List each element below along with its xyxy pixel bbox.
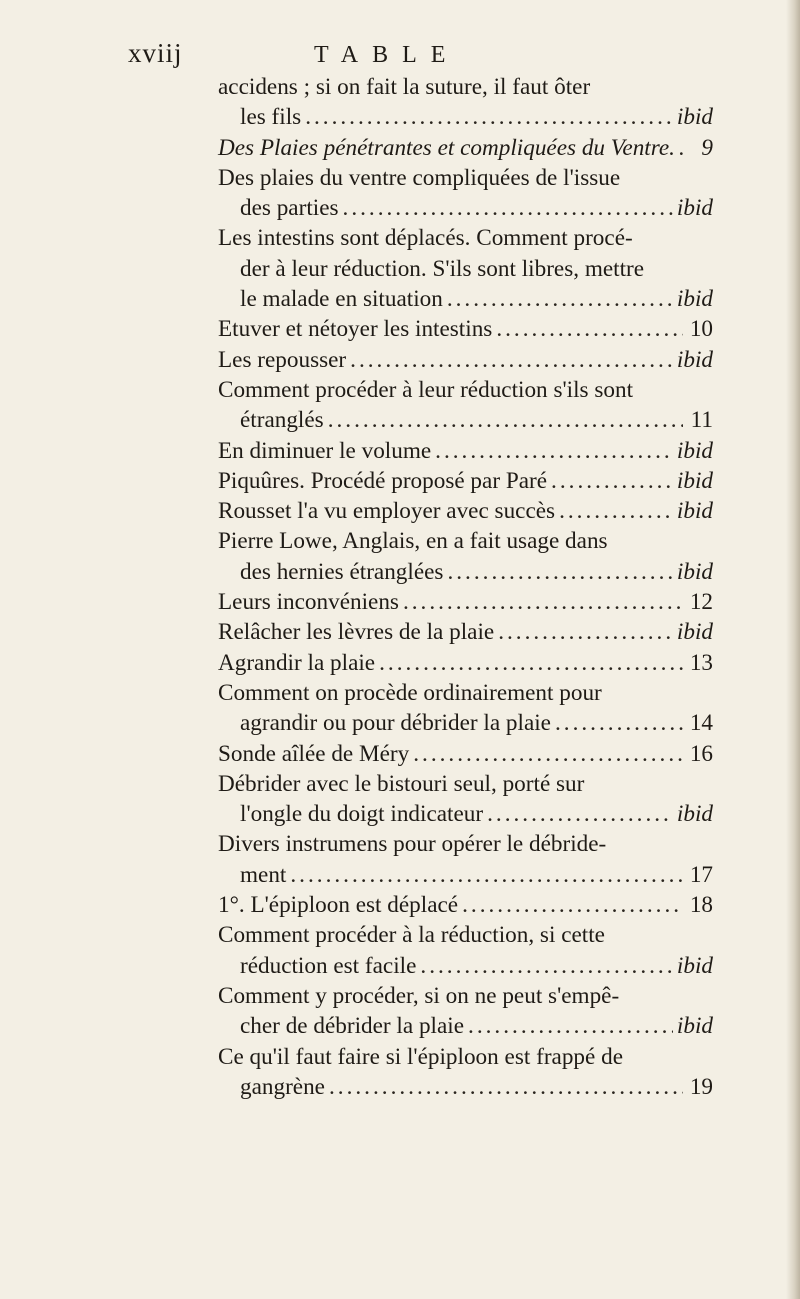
toc-page-ref: ibid [676,346,713,373]
toc-entry-text: Pierre Lowe, Anglais, en a fait usage dans [218,528,608,555]
toc-entry-line [218,648,713,678]
toc-entry-line [218,254,713,284]
toc-entry-line [218,193,713,223]
running-head: TABLE [314,42,460,68]
toc-entry-line [218,769,713,799]
toc-entry-text: agrandir ou pour débrider la plaie [240,710,551,737]
toc-entry-text: cher de débrider la plaie [240,1013,465,1040]
leader-dots [559,496,673,526]
toc-page-ref: ibid [676,952,713,979]
page-edge-shadow [786,0,800,1299]
toc-entry-line [218,405,713,435]
toc-entry-text: Des plaies du ventre compliquées de l'issue [218,164,621,191]
toc-entry-line [218,587,713,617]
toc-entry-text: des hernies étranglées [240,558,444,585]
toc-entry-text: gangrène [240,1073,325,1100]
toc-entry-line [218,1072,713,1102]
toc-entry-line [218,284,713,314]
toc-entry-text: des parties [240,195,339,222]
toc-entry-text: Leurs inconvéniens [218,589,399,616]
page-header [128,34,688,74]
toc-section-heading [218,133,713,163]
leader-dots [350,345,673,375]
toc-entry-line [218,163,713,193]
toc-page-ref: 13 [689,649,713,676]
toc-entry-text: Ce qu'il faut faire si l'épiploon est frappé de [218,1043,623,1070]
toc-entry-line [218,951,713,981]
leader-dots [468,1011,673,1041]
toc-entry-line [218,617,713,647]
toc-page-ref: ibid [676,286,713,313]
toc-entry-text: der à leur réduction. S'ils sont libres, mettre [240,255,645,282]
leader-dots [447,557,672,587]
toc-entry-text: l'ongle du doigt indicateur [240,801,484,828]
toc-entry-text: Des Plaies pénétrantes et compliquées du Ventre. [218,134,675,161]
toc-page-ref: 16 [689,740,713,767]
toc-entry-text: Piquûres. Procédé proposé par Paré [218,467,548,494]
toc-page-ref: 17 [689,861,713,888]
toc-entry-line [218,102,713,132]
toc-entry-text: Etuver et nétoyer les intestins [218,316,493,343]
toc-entry-line [218,314,713,344]
toc-page-ref: ibid [676,195,713,222]
leader-dots [496,314,683,344]
toc-entry-line [218,466,713,496]
toc-entry-line [218,829,713,859]
toc-entry-line [218,708,713,738]
toc-entry-line [218,375,713,405]
leader-dots [290,860,683,890]
toc-entry-line [218,981,713,1011]
toc-entry-text: ment [240,861,287,888]
toc-entry-line [218,496,713,526]
toc-page-ref: ibid [676,437,713,464]
toc-entry-text: accidens ; si on fait la suture, il faut ôter [218,74,591,100]
toc-page-ref: 12 [689,589,713,616]
toc-entry-text: réduction est facile [240,952,417,979]
toc-entry-line [218,890,713,920]
toc-entry-text: Rousset l'a vu employer avec succès [218,498,556,525]
leader-dots [447,284,673,314]
leader-dots [403,587,683,617]
leader-dots [328,405,683,435]
toc-entry-line [218,345,713,375]
toc-page-ref: 10 [689,316,713,343]
toc-page-ref: 9 [701,134,713,161]
leader-dots [413,739,683,769]
toc-entry-line [218,72,713,102]
toc-entry-line [218,526,713,556]
toc-entry-text: Comment on procède ordinairement pour [218,679,602,706]
toc-entry-line [218,1042,713,1072]
toc-entry-text: Comment procéder à la réduction, si cette [218,922,605,949]
leader-dots [462,890,683,920]
toc-entry-line [218,678,713,708]
toc-entry-text: Débrider avec le bistouri seul, porté sur [218,770,585,797]
leader-dots [555,708,683,738]
leader-dots [305,102,673,132]
leader-dots [679,133,683,163]
toc-entry-text: Agrandir la plaie [218,649,376,676]
toc-page-ref: ibid [676,558,713,585]
toc-page-ref: ibid [676,498,713,525]
toc-entry-text: Sonde aîlée de Méry [218,740,410,767]
leader-dots [379,648,683,678]
toc-entry-text: étranglés [240,407,324,434]
toc-entry-line [218,860,713,890]
toc-page-ref: ibid [676,1013,713,1040]
leader-dots [498,617,673,647]
toc-entry-text: Les intestins sont déplacés. Comment procé- [218,225,633,252]
toc-entry-text: Relâcher les lèvres de la plaie [218,619,495,646]
toc-page-ref: ibid [676,104,713,131]
leader-dots [487,799,673,829]
toc-entry-text: les fils [240,104,302,131]
toc-entry-line [218,739,713,769]
toc-entry-text: En diminuer le volume [218,437,432,464]
toc-page-ref: ibid [676,619,713,646]
toc-entry-line [218,557,713,587]
toc-entry-text: le malade en situation [240,286,443,313]
table-of-contents [218,72,713,1102]
toc-page-ref: 19 [689,1073,713,1100]
leader-dots [329,1072,683,1102]
toc-entry-line [218,920,713,950]
toc-entry-line [218,436,713,466]
toc-page-ref: 18 [689,892,713,919]
toc-entry-text: Comment y procéder, si on ne peut s'empê- [218,982,620,1009]
leader-dots [551,466,673,496]
toc-entry-line [218,223,713,253]
page-number: xviij [128,38,183,68]
toc-entry-text: 1°. L'épiploon est déplacé [218,892,459,919]
toc-entry-line [218,799,713,829]
toc-entry-text: Les repousser [218,346,347,373]
toc-page-ref: ibid [676,801,713,828]
toc-entry-text: Divers instrumens pour opérer le débride- [218,831,607,858]
leader-dots [435,436,673,466]
toc-entry-text: Comment procéder à leur réduction s'ils sont [218,376,634,403]
leader-dots [343,193,673,223]
leader-dots [420,951,673,981]
toc-page-ref: 11 [690,407,713,434]
toc-page-ref: ibid [676,467,713,494]
toc-page-ref: 14 [689,710,713,737]
toc-entry-line [218,1011,713,1041]
